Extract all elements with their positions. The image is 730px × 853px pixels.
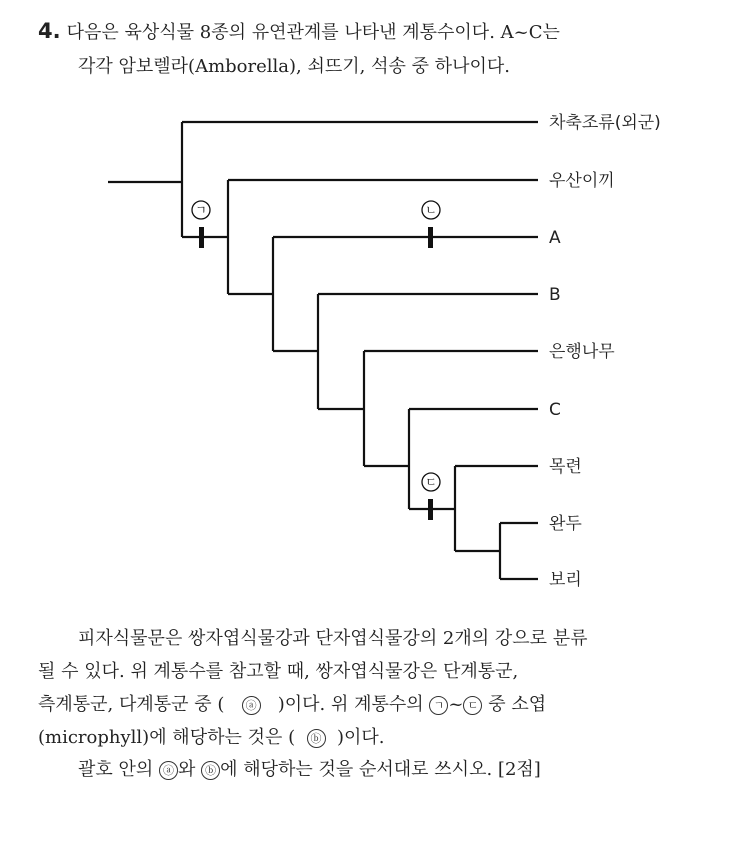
- node-marker-1: ㄱ: [195, 203, 207, 217]
- tip-label-C: C: [549, 400, 561, 420]
- tree-branches: [108, 122, 538, 579]
- node-marker-2: ㄴ: [425, 203, 437, 217]
- explanation-paragraph: [38, 622, 718, 754]
- paragraph-line2: 될 수 있다. 위 계통수를 참고할 때, 쌍자엽식물강은 단계통군,: [38, 661, 519, 682]
- trait-bar-3: [428, 499, 433, 520]
- trait-bar-1: [199, 227, 204, 248]
- node-marker-3: ㄷ: [425, 475, 437, 489]
- blank-b-marker: ⓑ: [307, 729, 326, 748]
- trait-bar-2: [428, 227, 433, 248]
- instruction-text-c: 에 해당하는 것을 순서대로 쓰시오.: [220, 759, 493, 780]
- tip-label-ginkgo: 은행나무: [549, 342, 615, 362]
- paragraph-line3-part-b: )이다. 위 계통수의: [277, 694, 424, 715]
- paragraph-line3-part-a: 측계통군, 다계통군 중 (: [38, 694, 225, 715]
- paragraph-line3: [38, 688, 718, 721]
- instruction-mark-b: ⓑ: [201, 761, 220, 780]
- question-text-line1: 다음은 육상식물 8종의 유연관계를 나타낸 계통수이다. A~C는: [66, 22, 560, 43]
- instruction-text-b: 와: [178, 759, 196, 780]
- paragraph-line3-part-c: 중 소엽: [488, 694, 547, 715]
- question-number: 4.: [38, 19, 61, 43]
- tip-labels: [549, 112, 661, 590]
- tip-label-barley: 보리: [549, 570, 582, 590]
- tip-label-B: B: [549, 285, 561, 305]
- points-label: [2점]: [497, 759, 541, 780]
- tip-label-charophyte: 차축조류(외군): [549, 113, 661, 133]
- range-end-marker: ㄷ: [463, 696, 482, 715]
- paragraph-line4-part-a: (microphyll)에 해당하는 것은 (: [38, 727, 296, 748]
- paragraph-line1: 피자식물문은 쌍자엽식물강과 단자엽식물강의 2개의 강으로 분류: [78, 628, 588, 649]
- tip-label-A: A: [549, 228, 561, 248]
- paragraph-line4: [38, 721, 718, 754]
- tip-label-pea: 완두: [549, 514, 582, 534]
- instruction-mark-a: ⓐ: [159, 761, 178, 780]
- tip-label-liverwort: 우산이끼: [549, 171, 615, 191]
- blank-a-marker: ⓐ: [242, 696, 261, 715]
- trait-markers: [192, 201, 440, 520]
- question-text-line2: 각각 암보렐라(Amborella), 쇠뜨기, 석송 중 하나이다.: [78, 56, 510, 77]
- instruction-line: [38, 753, 730, 786]
- range-start-marker: ㄱ: [429, 696, 448, 715]
- range-separator: ~: [448, 694, 464, 715]
- paragraph-line4-part-b: )이다.: [337, 727, 385, 748]
- instruction-text-a: 괄호 안의: [78, 759, 154, 780]
- tip-label-magnolia: 목련: [549, 457, 582, 477]
